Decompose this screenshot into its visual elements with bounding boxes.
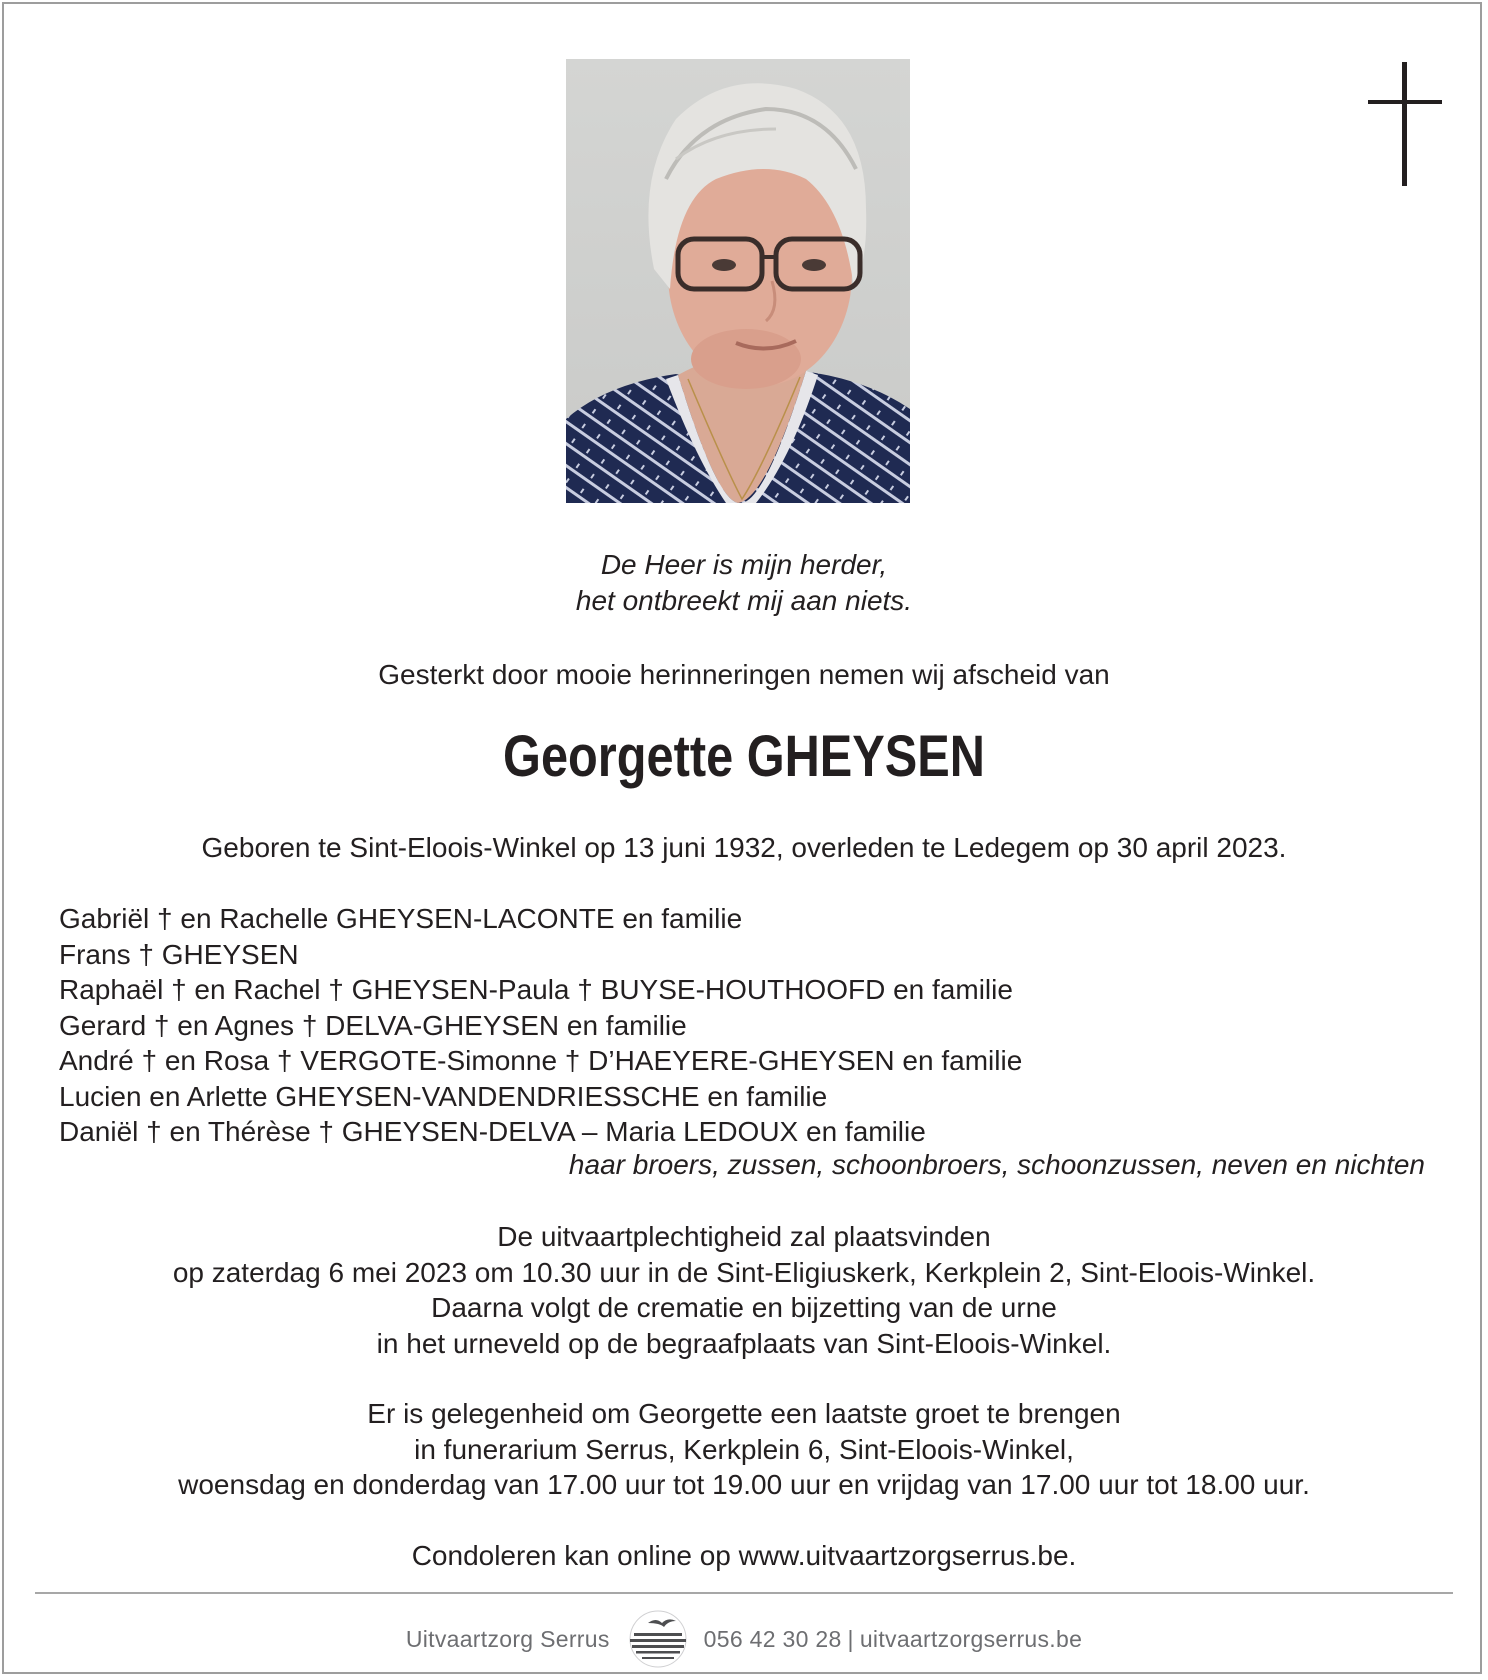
family-list [59, 901, 1022, 1150]
family-line: Daniël † en Thérèse † GHEYSEN-DELVA – Maria LEDOUX en familie [59, 1116, 926, 1147]
intro-text: Gesterkt door mooie herinneringen nemen wij afscheid van [378, 659, 1110, 690]
family-line: Frans † GHEYSEN [59, 938, 299, 970]
visitation-info [0, 1396, 1488, 1503]
portrait-photo [566, 59, 910, 503]
family-line: Gabriël † en Rachelle GHEYSEN-LACONTE en familie [59, 903, 743, 934]
family-line: Gerard † en Agnes † DELVA-GHEYSEN en familie [59, 1009, 687, 1041]
footer-separator: | [847, 1625, 854, 1652]
seagull-logo-icon [626, 1609, 690, 1669]
company-phone: 056 42 30 28 [703, 1625, 842, 1652]
family-line: André † en Rosa † VERGOTE-Simonne † D’HAEYERE-GHEYSEN en familie [59, 1045, 1023, 1076]
ceremony-line: De uitvaartplechtigheid zal plaatsvinden [497, 1221, 991, 1252]
footer-divider [35, 1592, 1453, 1594]
ceremony-line: op zaterdag 6 mei 2023 om 10.30 uur in de Sint-Eligiuskerk, Kerkplein 2, Sint-Eloois-Winkel. [172, 1256, 1316, 1288]
ceremony-line: in het urneveld op de begraafplaats van Sint-Eloois-Winkel. [376, 1327, 1112, 1359]
bible-verse [0, 547, 1488, 619]
condolence-text: Condoleren kan online op www.uitvaartzorgserrus.be. [411, 1540, 1077, 1571]
family-relation: haar broers, zussen, schoonbroers, schoonzussen, neven en nichten [568, 1149, 1425, 1180]
verse-line-2: het ontbreekt mij aan niets. [575, 585, 913, 616]
visitation-line: Er is gelegenheid om Georgette een laatste groet te brengen [367, 1398, 1121, 1429]
company-website[interactable]: uitvaartzorgserrus.be [859, 1625, 1083, 1652]
family-line: Lucien en Arlette GHEYSEN-VANDENDRIESSCHE en familie [59, 1080, 828, 1112]
visitation-line: woensdag en donderdag van 17.00 uur tot 19.00 uur en vrijdag van 17.00 uur tot 18.00 uur. [178, 1469, 1310, 1500]
footer [0, 1606, 1488, 1672]
family-line: Raphaël † en Rachel † GHEYSEN-Paula † BUYSE-HOUTHOOFD en familie [59, 974, 1013, 1005]
ceremony-line: Daarna volgt de crematie en bijzetting van de urne [431, 1292, 1057, 1323]
ceremony-info [0, 1219, 1488, 1361]
deceased-name: Georgette GHEYSEN [503, 724, 985, 789]
verse-line-1: De Heer is mijn herder, [600, 549, 888, 580]
company-name: Uitvaartzorg Serrus [405, 1625, 610, 1652]
cross-icon [1368, 62, 1442, 186]
visitation-line: in funerarium Serrus, Kerkplein 6, Sint-Eloois-Winkel, [414, 1433, 1074, 1465]
birth-death-dates: Geboren te Sint-Eloois-Winkel op 13 juni 1932, overleden te Ledegem op 30 april 2023. [201, 832, 1287, 863]
